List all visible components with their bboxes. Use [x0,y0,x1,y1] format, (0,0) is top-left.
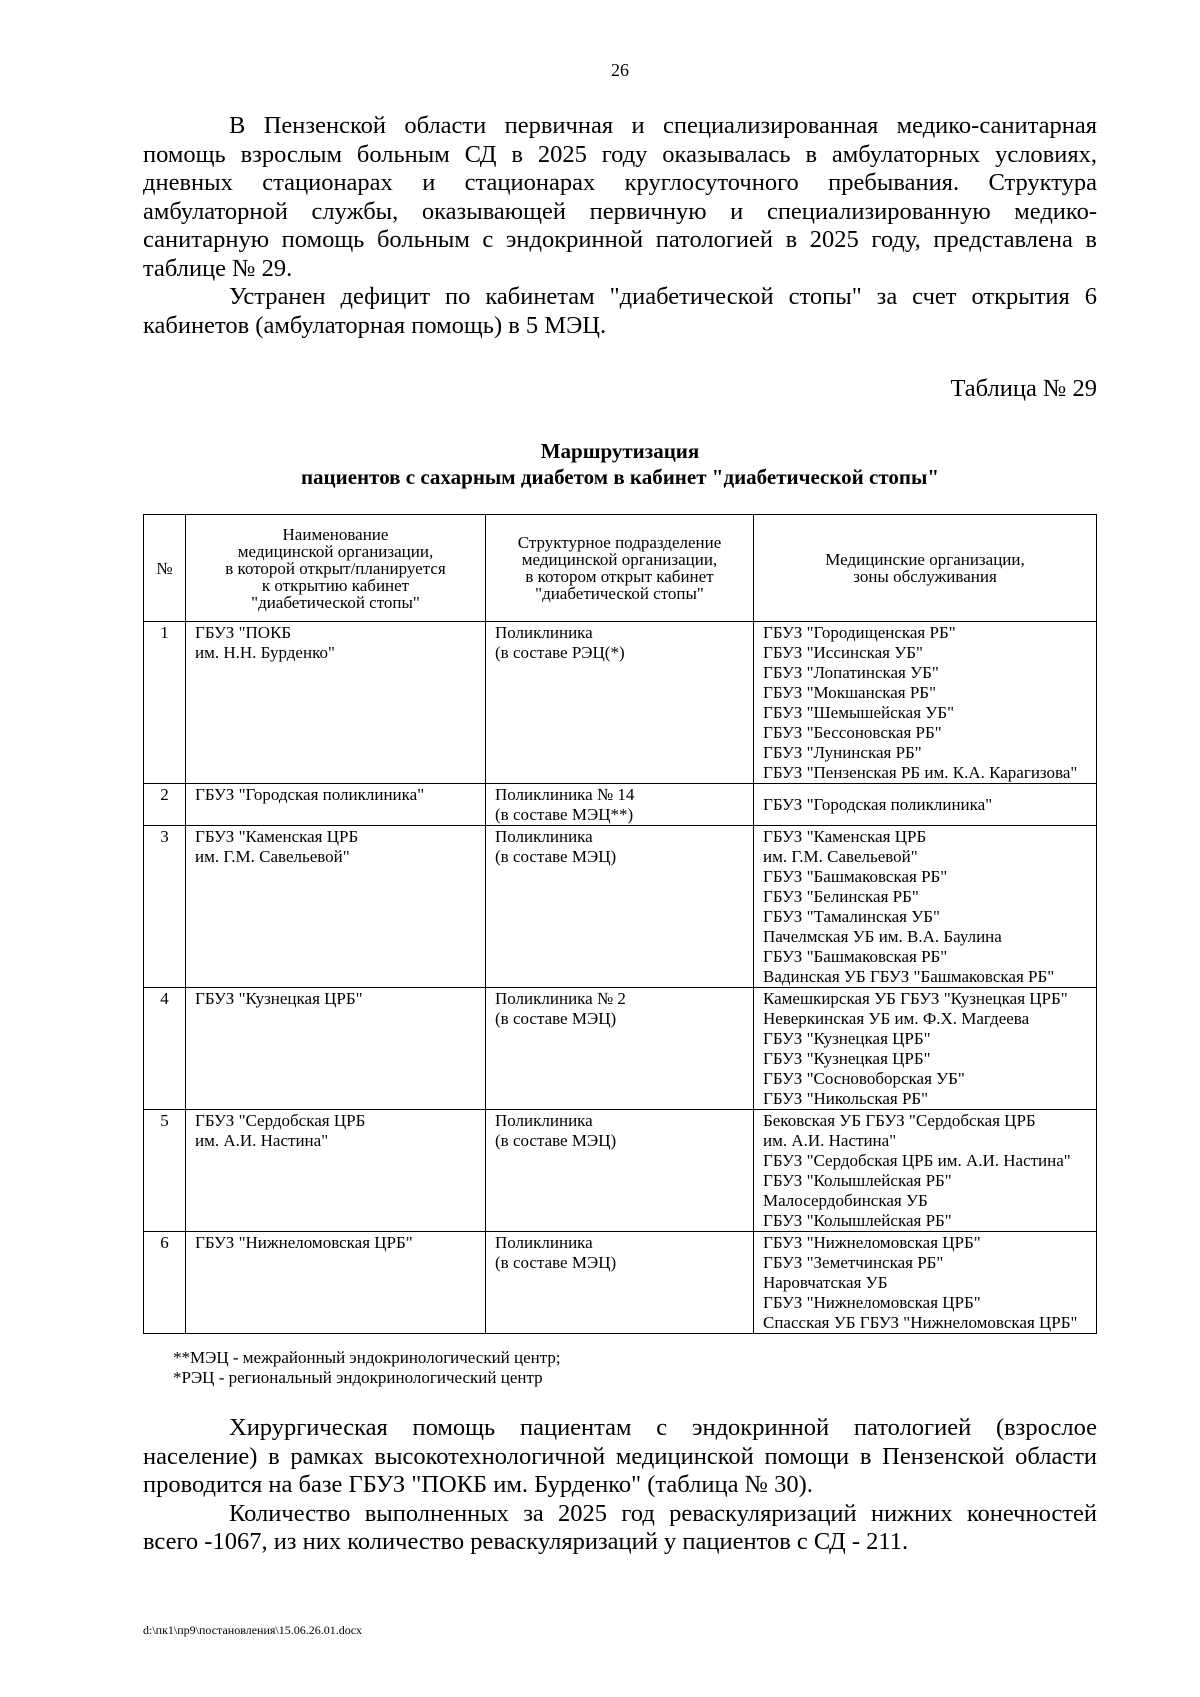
row-number: 1 [144,622,186,784]
closing-section [143,1414,1097,1557]
cell-line: ГБУЗ "Пензенская РБ им. К.А. Карагизова" [763,763,1078,782]
closing-paragraph-1: Хирургическая помощь пациентам с эндокринной патологией (взрослое население) в рамках высокотехнологичной медицинской помощи в Пензенской области проводится на базе ГБУЗ "ПОКБ им. Бурденко" (таблица № 30). [143,1414,1097,1498]
row-number: 6 [144,1232,186,1334]
cell-line: ГБУЗ "Никольская РБ" [763,1089,929,1108]
row-structural-unit [486,784,754,826]
row-structural-unit [486,826,754,988]
cell-line: ГБУЗ "Кузнецкая ЦРБ" [763,1029,931,1048]
header-service-zones [754,515,1097,622]
row-structural-unit [486,1110,754,1232]
cell-line: ГБУЗ "Нижнеломовская ЦРБ" [763,1293,981,1312]
cell-line: ГБУЗ "Каменская ЦРБ [763,827,927,846]
file-path: d:\пк1\пр9\постановления\15.06.26.01.docx [143,1623,363,1637]
header-organization [186,515,486,622]
table-row [144,784,1097,826]
cell-line: Бековская УБ ГБУЗ "Сердобская ЦРБ [763,1111,1036,1130]
intro-paragraph-1: В Пензенской области первичная и специализированная медико-санитарная помощь взрослым больным СД в 2025 году оказывалась в амбулаторных условиях, дневных стационарах и стационарах круглосуточного пребывания. Структура амбулаторной службы, оказывающей первичную и специализированную медико-санитарную помощь больным с эндокринной патологией в 2025 году, представлена в таблице № 29. [143,112,1097,282]
cell-line: ГБУЗ "Нижнеломовская ЦРБ" [763,1233,981,1252]
cell-line: ГБУЗ "Городская поликлиника" [763,795,993,814]
cell-line: Поликлиника № 2 [495,989,626,1008]
cell-line: ГБУЗ "Каменская ЦРБ [195,827,359,846]
cell-line: Вадинская УБ ГБУЗ "Башмаковская РБ" [763,967,1055,986]
closing-paragraph-2: Количество выполненных за 2025 год реваскуляризаций нижних конечностей всего -1067, из них количество реваскуляризаций у пациентов с СД - 211. [143,1499,1097,1555]
table-label: Таблица № 29 [950,375,1097,402]
page-number: 26 [611,60,629,80]
cell-line: ГБУЗ "Сердобская ЦРБ им. А.И. Настина" [763,1151,1071,1170]
row-structural-unit [486,1232,754,1334]
cell-line: Медицинские организации, [825,550,1025,569]
cell-line: Поликлиника № 14 [495,785,635,804]
table-title-line-2: пациентов с сахарным диабетом в кабинет "диабетической стопы" [300,465,940,489]
row-number: 2 [144,784,186,826]
cell-line: Структурное подразделение [517,533,722,552]
row-organization [186,784,486,826]
cell-line: к открытию кабинет [261,575,410,595]
intro-paragraph-2: Устранен дефицит по кабинетам "диабетической стопы" за счет открытия 6 кабинетов (амбулаторная помощь) в 5 МЭЦ. [143,283,1097,339]
cell-line: им. А.И. Настина" [763,1131,897,1150]
cell-line: ГБУЗ "Тамалинская УБ" [763,907,940,926]
cell-line: в котором открыт кабинет [525,567,714,586]
row-organization [186,622,486,784]
cell-line: ГБУЗ "Белинская РБ" [763,887,919,906]
cell-line: ГБУЗ "Кузнецкая ЦРБ" [763,1049,931,1068]
footnote-mec: **МЭЦ - межрайонный эндокринологический центр; [173,1348,561,1367]
cell-line: Камешкирская УБ ГБУЗ "Кузнецкая ЦРБ" [763,989,1068,1008]
cell-line: ГБУЗ "Колышлейская РБ" [763,1211,952,1230]
cell-line: ГБУЗ "Шемышейская УБ" [763,703,955,722]
row-organization [186,988,486,1110]
footnotes [173,1348,1097,1388]
table-row [144,826,1097,988]
cell-line: ГБУЗ "Башмаковская РБ" [763,947,948,966]
cell-line: зоны обслуживания [853,567,997,586]
cell-line: (в составе РЭЦ(*) [495,643,625,662]
cell-line: Наименование [282,524,389,544]
cell-line: им. Г.М. Савельевой" [763,847,918,866]
cell-line: ГБУЗ "Башмаковская РБ" [763,867,948,886]
row-number: 5 [144,1110,186,1232]
cell-line: ГБУЗ "Городищенская РБ" [763,623,956,642]
row-structural-unit [486,622,754,784]
cell-line: медицинской организации, [237,541,434,561]
cell-line: Поликлиника [495,1111,593,1130]
table-row [144,988,1097,1110]
cell-line: Пачелмская УБ им. В.А. Баулина [763,927,1002,946]
row-number: 3 [144,826,186,988]
cell-line: ГБУЗ "Бессоновская РБ" [763,723,942,742]
table-row [144,1232,1097,1334]
cell-line: ГБУЗ "Сосновоборская УБ" [763,1069,965,1088]
cell-line: ГБУЗ "Мокшанская РБ" [763,683,937,702]
cell-line: им. А.И. Настина" [195,1131,329,1150]
cell-line: Спасская УБ ГБУЗ "Нижнеломовская ЦРБ" [763,1313,1078,1332]
table-header-row [144,515,1097,622]
cell-line: ГБУЗ "Лопатинская УБ" [763,663,939,682]
cell-line: "диабетической стопы" [535,584,704,603]
cell-line: ГБУЗ "Лунинская РБ" [763,743,922,762]
row-number: 4 [144,988,186,1110]
cell-line: им. Н.Н. Бурденко" [195,643,335,662]
cell-line: ГБУЗ "Городская поликлиника" [195,785,425,804]
row-structural-unit [486,988,754,1110]
cell-line: Неверкинская УБ им. Ф.Х. Магдеева [763,1009,1030,1028]
cell-line: медицинской организации, [521,550,718,569]
row-organization [186,1232,486,1334]
cell-line: (в составе МЭЦ**) [495,805,634,824]
row-service-zones [754,784,1097,826]
cell-line: ГБУЗ "Иссинская УБ" [763,643,923,662]
cell-line: Поликлиника [495,623,593,642]
header-number [144,515,186,622]
table-body [144,622,1097,1334]
table-row [144,622,1097,784]
routing-table [143,514,1097,1334]
cell-line: (в составе МЭЦ) [495,847,617,866]
row-service-zones [754,1232,1097,1334]
cell-line: Поликлиника [495,827,593,846]
table-title-line-1: Маршрутизация [540,439,700,463]
row-service-zones [754,826,1097,988]
row-organization [186,1110,486,1232]
cell-line: Малосердобинская УБ [763,1191,928,1210]
table-title [143,438,1097,490]
cell-line: ГБУЗ "ПОКБ [195,623,292,642]
cell-line: "диабетической стопы" [251,592,420,612]
cell-line: Поликлиника [495,1233,593,1252]
cell-line: № [156,558,173,578]
footnote-rec: *РЭЦ - региональный эндокринологический центр [173,1368,543,1387]
cell-line: ГБУЗ "Колышлейская РБ" [763,1171,952,1190]
cell-line: ГБУЗ "Земетчинская РБ" [763,1253,944,1272]
cell-line: ГБУЗ "Кузнецкая ЦРБ" [195,989,363,1008]
cell-line: (в составе МЭЦ) [495,1253,617,1272]
row-service-zones [754,988,1097,1110]
cell-line: им. Г.М. Савельевой" [195,847,350,866]
cell-line: ГБУЗ "Сердобская ЦРБ [195,1111,366,1130]
row-service-zones [754,1110,1097,1232]
row-organization [186,826,486,988]
cell-line: (в составе МЭЦ) [495,1131,617,1150]
cell-line: Наровчатская УБ [763,1273,888,1292]
table-row [144,1110,1097,1232]
row-service-zones [754,622,1097,784]
cell-line: ГБУЗ "Нижнеломовская ЦРБ" [195,1233,413,1252]
cell-line: (в составе МЭЦ) [495,1009,617,1028]
header-structural-unit [486,515,754,622]
cell-line: в которой открыт/планируется [225,558,446,578]
